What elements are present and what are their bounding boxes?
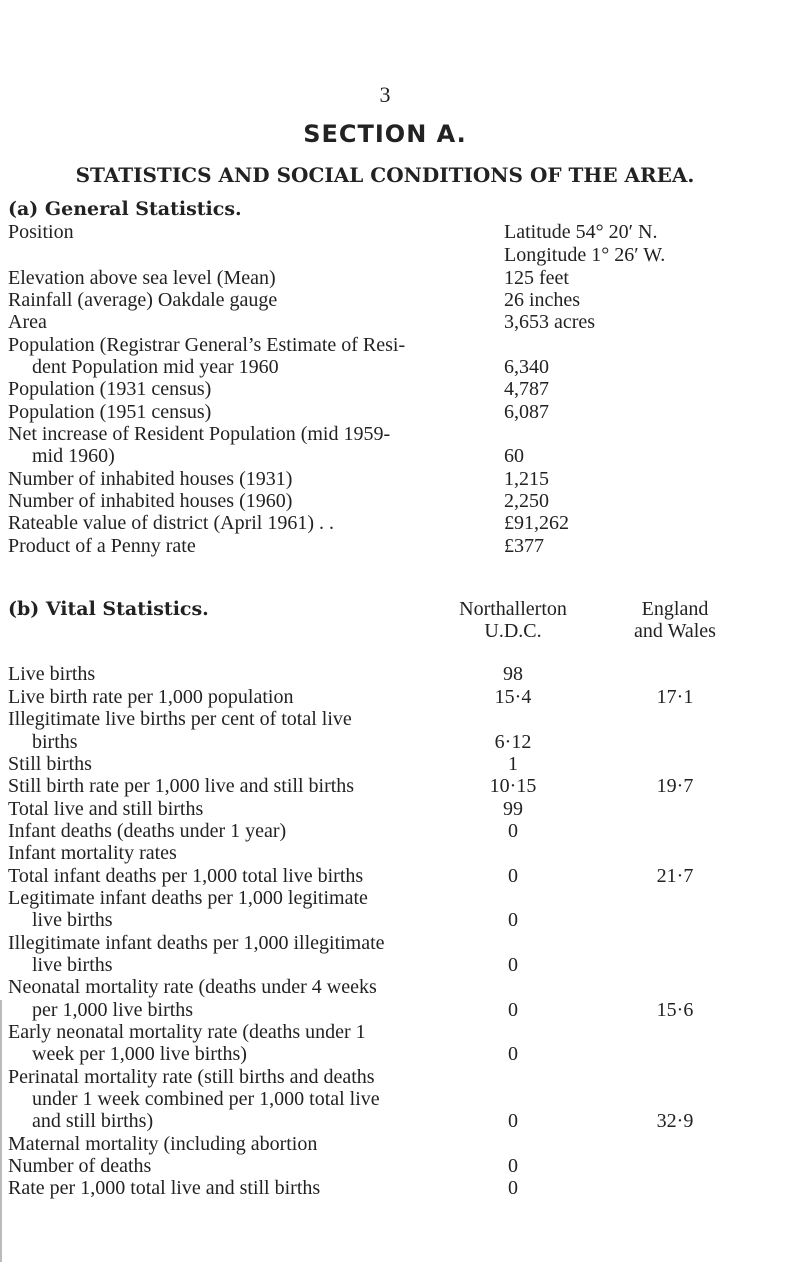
general-row-value: 26 inches — [504, 289, 581, 311]
general-row-value: 60 — [504, 445, 524, 467]
vital-row-label: Legitimate infant deaths per 1,000 legitimate — [8, 887, 368, 909]
vital-row-label: Still births — [8, 753, 92, 775]
vital-row-label: per 1,000 live births — [32, 999, 194, 1021]
vital-northallerton-value: 0 — [508, 1043, 518, 1065]
general-row-value: 6,340 — [504, 356, 549, 378]
vital-england-value: 21·7 — [656, 865, 694, 887]
vital-row-label: live births — [32, 954, 113, 976]
vital-northallerton-value: 0 — [508, 909, 518, 931]
general-row-label: Net increase of Resident Population (mid 1959- — [8, 423, 391, 445]
vital-row-label: Live births — [8, 663, 96, 685]
col-northallerton-line2: U.D.C. — [484, 620, 542, 642]
vital-england-value: 15·6 — [656, 999, 694, 1021]
general-row-value: £377 — [504, 535, 544, 557]
page-number: 3 — [379, 82, 391, 107]
page-edge-line — [0, 1000, 2, 1262]
general-row-label: Rainfall (average) Oakdale gauge — [8, 289, 278, 311]
general-row-value: 4,787 — [504, 378, 549, 400]
section-title: SECTION A. — [303, 120, 467, 148]
vital-northallerton-value: 1 — [508, 753, 518, 775]
vital-england-value: 19·7 — [656, 775, 694, 797]
general-statistics-title: (a) General Statistics. — [8, 198, 242, 220]
vital-row-label: Total infant deaths per 1,000 total live births — [8, 865, 364, 887]
general-row-label: Population (1931 census) — [8, 378, 212, 400]
vital-row-label: live births — [32, 909, 113, 931]
vital-northallerton-value: 15·4 — [494, 686, 532, 708]
vital-row-label: Neonatal mortality rate (deaths under 4 weeks — [8, 976, 377, 998]
vital-row-label: Infant mortality rates — [8, 842, 177, 864]
general-row-label: dent Population mid year 1960 — [32, 356, 279, 378]
general-row-label: Position — [8, 221, 74, 243]
general-row-label: mid 1960) — [32, 445, 115, 467]
vital-england-value: 17·1 — [656, 686, 694, 708]
general-row-label: Population (1951 census) — [8, 401, 212, 423]
vital-northallerton-value: 0 — [508, 999, 518, 1021]
vital-row-label: Perinatal mortality rate (still births and deaths — [8, 1066, 375, 1088]
vital-northallerton-value: 99 — [503, 798, 523, 820]
vital-row-label: Illegitimate infant deaths per 1,000 illegitimate — [8, 932, 385, 954]
general-row-value: Latitude 54° 20′ N. — [504, 221, 658, 243]
vital-northallerton-value: 0 — [508, 865, 518, 887]
vital-northallerton-value: 0 — [508, 954, 518, 976]
general-row-label: Number of inhabited houses (1960) — [8, 490, 293, 512]
vital-statistics-title: (b) Vital Statistics. — [8, 598, 209, 620]
vital-row-label: Infant deaths (deaths under 1 year) — [8, 820, 287, 842]
general-row-label: Population (Registrar General’s Estimate of Resi- — [8, 334, 406, 356]
vital-row-label: week per 1,000 live births) — [32, 1043, 247, 1065]
col-northallerton-line1: Northallerton — [459, 598, 567, 620]
general-row-label: Elevation above sea level (Mean) — [8, 267, 276, 289]
vital-row-label: Illegitimate live births per cent of total live — [8, 708, 352, 730]
general-row-value: 125 feet — [504, 267, 569, 289]
general-row-label: Number of inhabited houses (1931) — [8, 468, 293, 490]
general-row-value: Longitude 1° 26′ W. — [504, 244, 666, 266]
general-row-value: 3,653 acres — [504, 311, 596, 333]
vital-northallerton-value: 0 — [508, 820, 518, 842]
general-row-value: 6,087 — [504, 401, 549, 423]
general-row-label: Area — [8, 311, 47, 333]
vital-row-label: Live birth rate per 1,000 population — [8, 686, 294, 708]
vital-northallerton-value: 10·15 — [489, 775, 537, 797]
vital-northallerton-value: 0 — [508, 1155, 518, 1177]
col-england-line1: England — [641, 598, 709, 620]
vital-row-label: under 1 week combined per 1,000 total live — [32, 1088, 380, 1110]
vital-row-label: Rate per 1,000 total live and still births — [8, 1177, 321, 1199]
vital-england-value: 32·9 — [656, 1110, 694, 1132]
general-row-value: 2,250 — [504, 490, 549, 512]
vital-row-label: births — [32, 731, 78, 753]
general-row-label: Rateable value of district (April 1961) . . — [8, 512, 335, 534]
general-row-value: £91,262 — [504, 512, 569, 534]
general-row-value: 1,215 — [504, 468, 549, 490]
vital-row-label: Early neonatal mortality rate (deaths under 1 — [8, 1021, 366, 1043]
vital-row-label: Still birth rate per 1,000 live and still births — [8, 775, 355, 797]
col-england-line2: and Wales — [634, 620, 716, 642]
vital-northallerton-value: 6·12 — [494, 731, 532, 753]
general-row-label: Product of a Penny rate — [8, 535, 196, 557]
vital-row-label: and still births) — [32, 1110, 154, 1132]
page-heading: STATISTICS AND SOCIAL CONDITIONS OF THE AREA. — [75, 163, 695, 187]
vital-northallerton-value: 0 — [508, 1110, 518, 1132]
vital-row-label: Number of deaths — [8, 1155, 152, 1177]
vital-row-label: Total live and still births — [8, 798, 204, 820]
vital-northallerton-value: 0 — [508, 1177, 518, 1199]
vital-northallerton-value: 98 — [503, 663, 523, 685]
vital-row-label: Maternal mortality (including abortion — [8, 1133, 318, 1155]
